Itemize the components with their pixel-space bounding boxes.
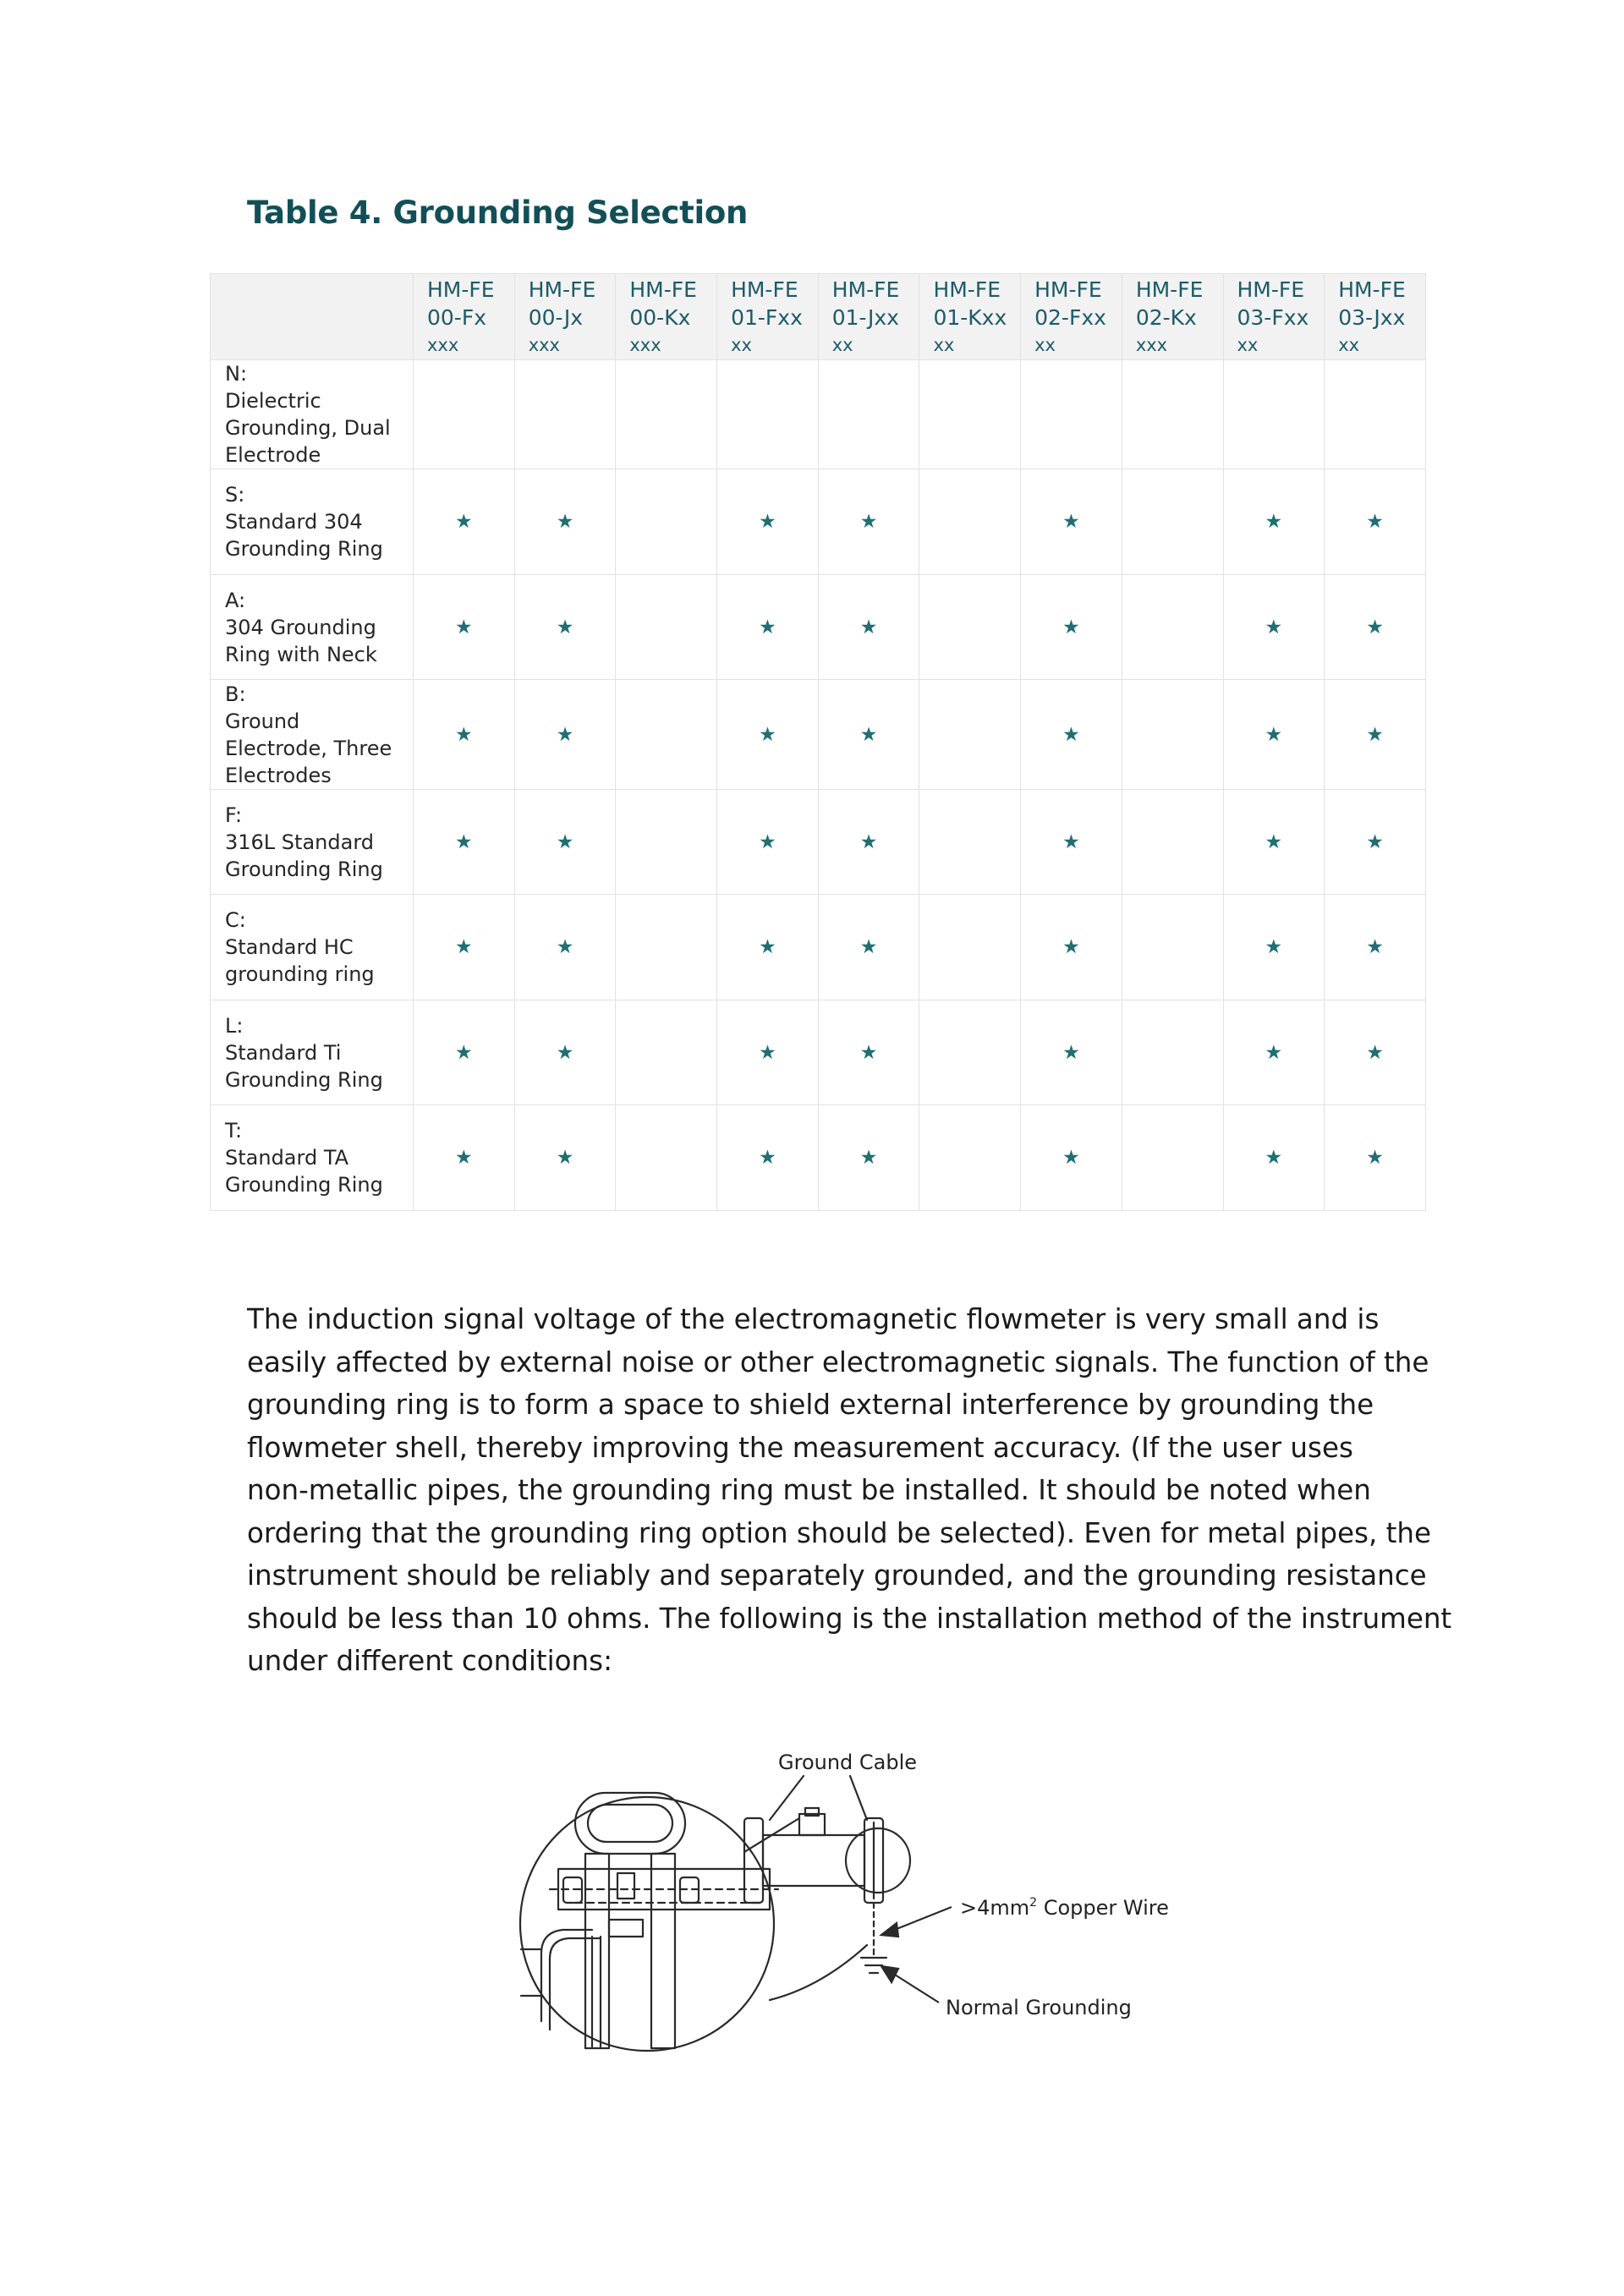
star-icon: ★ [818, 790, 919, 895]
empty-cell [414, 360, 515, 469]
empty-cell [1021, 360, 1122, 469]
paragraph-line: instrument should be reliably and separately grounded, and the grounding resistance [247, 1559, 1427, 1592]
column-header-line: xx [933, 335, 955, 355]
star-icon: ★ [818, 895, 919, 1000]
star-icon: ★ [1223, 1105, 1325, 1211]
star-icon: ★ [818, 469, 919, 575]
row-label-line: Grounding Ring [225, 857, 383, 881]
magnifier-circle [520, 1797, 774, 2051]
empty-cell [1122, 575, 1223, 680]
star-icon: ★ [1325, 1000, 1426, 1105]
star-icon: ★ [818, 1105, 919, 1211]
row-label-line: Ring with Neck [225, 642, 377, 666]
paragraph-line: non-metallic pipes, the grounding ring must be installed. It should be noted when [247, 1474, 1371, 1506]
row-label [211, 680, 414, 790]
column-header-line: HM-FE [1338, 277, 1406, 302]
row-label-line: S: [225, 483, 245, 507]
column-header-line: xxx [1135, 335, 1168, 355]
row-label-line: Grounding Ring [225, 1067, 383, 1092]
column-header-line: xxx [427, 335, 459, 355]
column-header-line: 03-Jxx [1338, 305, 1406, 330]
star-icon: ★ [1021, 1000, 1122, 1105]
grounding-installation-figure [491, 1742, 1184, 2063]
star-icon: ★ [1325, 680, 1426, 790]
column-header-line: xxx [629, 335, 661, 355]
empty-cell [717, 360, 819, 469]
column-header-line: xx [1338, 335, 1360, 355]
column-header-line: 02-Fxx [1034, 305, 1106, 330]
star-icon: ★ [1021, 895, 1122, 1000]
column-header [818, 274, 919, 360]
star-icon: ★ [1223, 575, 1325, 680]
empty-cell [1122, 1105, 1223, 1211]
empty-cell [818, 360, 919, 469]
column-header-line: HM-FE [629, 277, 697, 302]
row-label-line: Electrodes [225, 763, 332, 787]
row-label-line: Standard HC [225, 935, 354, 959]
row-label-line: T: [225, 1119, 243, 1143]
row-label [211, 360, 414, 469]
row-label-line: Grounding Ring [225, 537, 383, 561]
star-icon: ★ [514, 575, 616, 680]
ground-ring-circle [846, 1828, 910, 1893]
column-header-line: 01-Fxx [731, 305, 803, 330]
grounding-selection-table [210, 273, 1426, 1211]
column-header [514, 274, 616, 360]
normal-grounding-label: Normal Grounding [946, 1996, 1132, 2019]
empty-cell [919, 790, 1021, 895]
column-header-line: xx [831, 335, 853, 355]
empty-cell [616, 360, 717, 469]
empty-cell [1223, 360, 1325, 469]
empty-cell [616, 469, 717, 575]
column-header-line: 03-Fxx [1237, 305, 1309, 330]
star-icon: ★ [1021, 1105, 1122, 1211]
table-header-row [211, 274, 1426, 360]
empty-cell [919, 360, 1021, 469]
empty-cell [616, 895, 717, 1000]
column-header [717, 274, 819, 360]
star-icon: ★ [414, 1000, 515, 1105]
paragraph-line: flowmeter shell, thereby improving the measurement accuracy. (If the user uses [247, 1431, 1353, 1464]
star-icon: ★ [514, 680, 616, 790]
row-label-line: 304 Grounding [225, 615, 376, 639]
column-header-line: HM-FE [731, 277, 798, 302]
star-icon: ★ [717, 790, 819, 895]
magnified-ring-right [651, 1854, 675, 2048]
row-label-line: grounding ring [225, 962, 375, 986]
row-label-line: F: [225, 803, 243, 827]
empty-cell [919, 1105, 1021, 1211]
row-label [211, 1000, 414, 1105]
star-icon: ★ [717, 469, 819, 575]
star-icon: ★ [1325, 575, 1426, 680]
column-header-line: xx [1237, 335, 1259, 355]
star-icon: ★ [1325, 790, 1426, 895]
row-label-line: Dielectric [225, 389, 321, 413]
ground-cable-label: Ground Cable [778, 1751, 918, 1774]
row-label-line: Grounding Ring [225, 1173, 383, 1197]
empty-cell [616, 1000, 717, 1105]
flowmeter-terminal [799, 1814, 825, 1835]
table-row [211, 1000, 1426, 1105]
star-icon: ★ [717, 1105, 819, 1211]
empty-cell [919, 1000, 1021, 1105]
empty-cell [1325, 360, 1426, 469]
star-icon: ★ [514, 895, 616, 1000]
column-header-line: 01-Jxx [831, 305, 899, 330]
row-label [211, 1105, 414, 1211]
column-header-line: HM-FE [831, 277, 900, 302]
paragraph-line: The induction signal voltage of the electromagnetic flowmeter is very small and is [247, 1303, 1380, 1335]
column-header-line: HM-FE [1034, 277, 1102, 302]
star-icon: ★ [414, 790, 515, 895]
table-body [211, 360, 1426, 1211]
row-label [211, 895, 414, 1000]
flowmeter-body [763, 1835, 864, 1886]
empty-cell [1122, 1000, 1223, 1105]
column-header-line: 00-Fx [427, 305, 487, 330]
star-icon: ★ [818, 1000, 919, 1105]
empty-cell [1122, 360, 1223, 469]
star-icon: ★ [514, 1105, 616, 1211]
star-icon: ★ [1223, 680, 1325, 790]
row-label-line: Standard TA [225, 1146, 349, 1170]
column-header [616, 274, 717, 360]
column-header-line: 02-Kx [1135, 305, 1197, 330]
star-icon: ★ [1325, 895, 1426, 1000]
column-header-line: HM-FE [1237, 277, 1305, 302]
star-icon: ★ [1021, 469, 1122, 575]
row-label-line: Standard Ti [225, 1040, 342, 1065]
star-icon: ★ [818, 680, 919, 790]
star-icon: ★ [514, 1000, 616, 1105]
star-icon: ★ [1021, 790, 1122, 895]
row-label-line: B: [225, 682, 246, 706]
star-icon: ★ [1021, 680, 1122, 790]
column-header-line: xx [731, 335, 752, 355]
row-label [211, 469, 414, 575]
table-row [211, 680, 1426, 790]
table-row [211, 360, 1426, 469]
row-label-line: C: [225, 908, 246, 932]
table-row [211, 575, 1426, 680]
empty-cell [616, 790, 717, 895]
empty-cell [1122, 469, 1223, 575]
star-icon: ★ [1223, 895, 1325, 1000]
table-title: Table 4. Grounding Selection [247, 195, 749, 231]
empty-cell [919, 575, 1021, 680]
magnified-handle [575, 1793, 685, 1854]
star-icon: ★ [1325, 1105, 1426, 1211]
empty-cell [616, 575, 717, 680]
column-header [1325, 274, 1426, 360]
body-paragraph [247, 1298, 1452, 1683]
row-label-line: 316L Standard [225, 830, 374, 854]
magnified-ring-left [585, 1854, 609, 2048]
star-icon: ★ [414, 1105, 515, 1211]
column-header [1021, 274, 1122, 360]
column-header [919, 274, 1021, 360]
empty-cell [616, 680, 717, 790]
row-label-line: Ground [225, 709, 300, 733]
empty-cell [1122, 680, 1223, 790]
star-icon: ★ [717, 680, 819, 790]
star-icon: ★ [1325, 469, 1426, 575]
table-row [211, 1105, 1426, 1211]
column-header-line: 01-Kxx [933, 305, 1007, 330]
paragraph-line: ordering that the grounding ring option should be selected). Even for metal pipes, the [247, 1516, 1431, 1549]
star-icon: ★ [1223, 1000, 1325, 1105]
star-icon: ★ [717, 1000, 819, 1105]
column-header [1122, 274, 1223, 360]
star-icon: ★ [1223, 790, 1325, 895]
paragraph-line: easily affected by external noise or other electromagnetic signals. The function of the [247, 1345, 1429, 1378]
star-icon: ★ [717, 575, 819, 680]
column-header-line: HM-FE [528, 277, 596, 302]
star-icon: ★ [1021, 575, 1122, 680]
column-header-line: HM-FE [427, 277, 495, 302]
empty-cell [514, 360, 616, 469]
star-icon: ★ [514, 469, 616, 575]
star-icon: ★ [414, 469, 515, 575]
row-label [211, 790, 414, 895]
row-label-line: N: [225, 362, 248, 386]
copper-wire-label: $>4mm^2$ Copper Wire [960, 1896, 1169, 1920]
empty-cell [919, 895, 1021, 1000]
empty-cell [919, 469, 1021, 575]
paragraph-line: under different conditions: [247, 1645, 613, 1677]
column-header-line: xx [1034, 335, 1056, 355]
star-icon: ★ [717, 895, 819, 1000]
star-icon: ★ [414, 895, 515, 1000]
paragraph-line: should be less than 10 ohms. The following is the installation method of the instrument [247, 1602, 1452, 1635]
column-header-line: 00-Jx [528, 305, 584, 330]
row-label [211, 575, 414, 680]
star-icon: ★ [414, 680, 515, 790]
column-header-line: 00-Kx [629, 305, 691, 330]
row-label-line: Electrode, Three [225, 736, 392, 760]
row-label-line: A: [225, 588, 246, 612]
column-header [1223, 274, 1325, 360]
column-header-line: HM-FE [1135, 277, 1204, 302]
paragraph-line: grounding ring is to form a space to shield external interference by grounding the [247, 1389, 1374, 1421]
column-header [414, 274, 515, 360]
empty-cell [616, 1105, 717, 1211]
table-row [211, 469, 1426, 575]
star-icon: ★ [818, 575, 919, 680]
empty-cell [1122, 895, 1223, 1000]
table-row [211, 790, 1426, 895]
star-icon: ★ [514, 790, 616, 895]
table-row [211, 895, 1426, 1000]
empty-cell [1122, 790, 1223, 895]
star-icon: ★ [414, 575, 515, 680]
column-header-line: xxx [528, 335, 560, 355]
star-icon: ★ [1223, 469, 1325, 575]
table-corner-cell [211, 274, 414, 360]
column-header-line: HM-FE [933, 277, 1001, 302]
row-label-line: Standard 304 [225, 510, 363, 534]
empty-cell [919, 680, 1021, 790]
row-label-line: Electrode [225, 443, 321, 467]
row-label-line: Grounding, Dual [225, 416, 391, 440]
row-label-line: L: [225, 1013, 244, 1038]
